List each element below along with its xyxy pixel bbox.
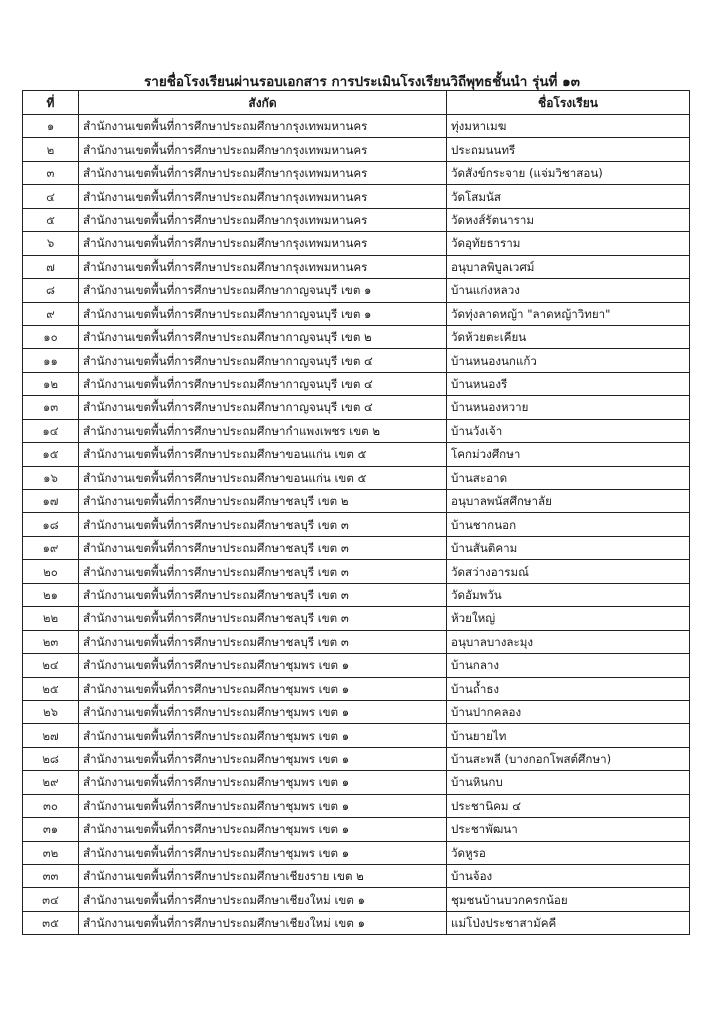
row-number: ๑๐ xyxy=(23,325,79,348)
header-school-name: ชื่อโรงเรียน xyxy=(447,91,690,115)
row-school-name: บ้านถ้ำธง xyxy=(447,677,690,700)
table-row xyxy=(23,419,690,442)
table-row xyxy=(23,232,690,255)
table-row xyxy=(23,630,690,653)
row-school-name: ประถมนนทรี xyxy=(447,138,690,161)
row-affiliation: สำนักงานเขตพื้นที่การศึกษาประถมศึกษากรุงเทพมหานคร xyxy=(79,208,447,231)
table-row xyxy=(23,771,690,794)
row-number: ๓๑ xyxy=(23,818,79,841)
table-row xyxy=(23,654,690,677)
row-school-name: อนุบาลบางละมุง xyxy=(447,630,690,653)
row-number: ๒๗ xyxy=(23,724,79,747)
row-number: ๗ xyxy=(23,255,79,278)
row-number: ๒๒ xyxy=(23,607,79,630)
table-row xyxy=(23,161,690,184)
row-affiliation: สำนักงานเขตพื้นที่การศึกษาประถมศึกษาเชียงใหม่ เขต ๑ xyxy=(79,888,447,911)
row-number: ๑๙ xyxy=(23,536,79,559)
table-row xyxy=(23,865,690,888)
row-number: ๕ xyxy=(23,208,79,231)
row-number: ๒๖ xyxy=(23,700,79,723)
row-affiliation: สำนักงานเขตพื้นที่การศึกษาประถมศึกษาชลบุรี เขต ๓ xyxy=(79,560,447,583)
table-row xyxy=(23,583,690,606)
row-affiliation: สำนักงานเขตพื้นที่การศึกษาประถมศึกษากรุงเทพมหานคร xyxy=(79,255,447,278)
row-school-name: วัดหูรอ xyxy=(447,841,690,864)
row-number: ๑๔ xyxy=(23,419,79,442)
table-row xyxy=(23,841,690,864)
row-affiliation: สำนักงานเขตพื้นที่การศึกษาประถมศึกษาเชียงใหม่ เขต ๑ xyxy=(79,911,447,934)
row-affiliation: สำนักงานเขตพื้นที่การศึกษาประถมศึกษาชุมพร เขต ๑ xyxy=(79,771,447,794)
row-affiliation: สำนักงานเขตพื้นที่การศึกษาประถมศึกษาชลบุรี เขต ๓ xyxy=(79,607,447,630)
row-number: ๑๗ xyxy=(23,490,79,513)
row-school-name: บ้านชากนอก xyxy=(447,513,690,536)
document-title: รายชื่อโรงเรียนผ่านรอบเอกสาร การประเมินโรงเรียนวิถีพุทธชั้นนำ รุ่นที่ ๑๓ xyxy=(144,74,580,90)
row-affiliation: สำนักงานเขตพื้นที่การศึกษาประถมศึกษากาญจนบุรี เขต ๒ xyxy=(79,325,447,348)
row-affiliation: สำนักงานเขตพื้นที่การศึกษาประถมศึกษาเชียงราย เขต ๒ xyxy=(79,865,447,888)
row-affiliation: สำนักงานเขตพื้นที่การศึกษาประถมศึกษากาญจนบุรี เขต ๔ xyxy=(79,396,447,419)
row-number: ๒๕ xyxy=(23,677,79,700)
row-school-name: ทุ่งมหาเมฆ xyxy=(447,115,690,138)
row-affiliation: สำนักงานเขตพื้นที่การศึกษาประถมศึกษาขอนแก่น เขต ๕ xyxy=(79,466,447,489)
row-number: ๓๕ xyxy=(23,911,79,934)
row-school-name: วัดหงส์รัตนาราม xyxy=(447,208,690,231)
row-school-name: บ้านปากคลอง xyxy=(447,700,690,723)
school-list-table xyxy=(22,90,690,935)
table-row xyxy=(23,302,690,325)
row-affiliation: สำนักงานเขตพื้นที่การศึกษาประถมศึกษาชลบุรี เขต ๓ xyxy=(79,630,447,653)
row-number: ๖ xyxy=(23,232,79,255)
row-number: ๙ xyxy=(23,302,79,325)
row-school-name: วัดโสมนัส xyxy=(447,185,690,208)
row-affiliation: สำนักงานเขตพื้นที่การศึกษาประถมศึกษากาญจนบุรี เขต ๔ xyxy=(79,372,447,395)
row-affiliation: สำนักงานเขตพื้นที่การศึกษาประถมศึกษาชลบุรี เขต ๓ xyxy=(79,583,447,606)
row-affiliation: สำนักงานเขตพื้นที่การศึกษาประถมศึกษากรุงเทพมหานคร xyxy=(79,185,447,208)
row-affiliation: สำนักงานเขตพื้นที่การศึกษาประถมศึกษากรุงเทพมหานคร xyxy=(79,232,447,255)
row-number: ๑๕ xyxy=(23,443,79,466)
row-number: ๓๐ xyxy=(23,794,79,817)
row-number: ๒ xyxy=(23,138,79,161)
row-number: ๑๓ xyxy=(23,396,79,419)
row-school-name: บ้านจ้อง xyxy=(447,865,690,888)
row-affiliation: สำนักงานเขตพื้นที่การศึกษาประถมศึกษากำแพงเพชร เขต ๒ xyxy=(79,419,447,442)
table-row xyxy=(23,724,690,747)
row-school-name: บ้านวังเจ้า xyxy=(447,419,690,442)
row-number: ๓๔ xyxy=(23,888,79,911)
table-row xyxy=(23,325,690,348)
table-row xyxy=(23,138,690,161)
row-affiliation: สำนักงานเขตพื้นที่การศึกษาประถมศึกษากรุงเทพมหานคร xyxy=(79,138,447,161)
row-school-name: บ้านแก่งหลวง xyxy=(447,279,690,302)
row-affiliation: สำนักงานเขตพื้นที่การศึกษาประถมศึกษาชลบุรี เขต ๓ xyxy=(79,536,447,559)
row-school-name: อนุบาลพนัสศึกษาลัย xyxy=(447,490,690,513)
row-affiliation: สำนักงานเขตพื้นที่การศึกษาประถมศึกษาขอนแก่น เขต ๕ xyxy=(79,443,447,466)
table-row xyxy=(23,372,690,395)
table-row xyxy=(23,279,690,302)
row-school-name: บ้านสะอาด xyxy=(447,466,690,489)
row-affiliation: สำนักงานเขตพื้นที่การศึกษาประถมศึกษาชุมพร เขต ๑ xyxy=(79,654,447,677)
row-affiliation: สำนักงานเขตพื้นที่การศึกษาประถมศึกษาชลบุรี เขต ๒ xyxy=(79,490,447,513)
table-row xyxy=(23,443,690,466)
table-row xyxy=(23,818,690,841)
table-row xyxy=(23,396,690,419)
table-row xyxy=(23,255,690,278)
row-number: ๑๑ xyxy=(23,349,79,372)
row-school-name: แม่โป่งประชาสามัคคี xyxy=(447,911,690,934)
table-row xyxy=(23,513,690,536)
row-number: ๔ xyxy=(23,185,79,208)
row-school-name: วัดอุทัยธาราม xyxy=(447,232,690,255)
row-school-name: ประชาพัฒนา xyxy=(447,818,690,841)
row-affiliation: สำนักงานเขตพื้นที่การศึกษาประถมศึกษากาญจนบุรี เขต ๑ xyxy=(79,302,447,325)
row-affiliation: สำนักงานเขตพื้นที่การศึกษาประถมศึกษาชลบุรี เขต ๓ xyxy=(79,513,447,536)
row-school-name: ชุมชนบ้านบวกครกน้อย xyxy=(447,888,690,911)
row-school-name: วัดสว่างอารมณ์ xyxy=(447,560,690,583)
row-affiliation: สำนักงานเขตพื้นที่การศึกษาประถมศึกษาชุมพร เขต ๑ xyxy=(79,818,447,841)
table-row xyxy=(23,466,690,489)
table-row xyxy=(23,490,690,513)
row-number: ๒๔ xyxy=(23,654,79,677)
table-row xyxy=(23,349,690,372)
table-row xyxy=(23,185,690,208)
row-number: ๑๒ xyxy=(23,372,79,395)
row-number: ๑๘ xyxy=(23,513,79,536)
row-affiliation: สำนักงานเขตพื้นที่การศึกษาประถมศึกษาชุมพร เขต ๑ xyxy=(79,724,447,747)
row-affiliation: สำนักงานเขตพื้นที่การศึกษาประถมศึกษากาญจนบุรี เขต ๑ xyxy=(79,279,447,302)
table-row xyxy=(23,607,690,630)
table-row xyxy=(23,794,690,817)
row-number: ๓ xyxy=(23,161,79,184)
row-school-name: บ้านยายไท xyxy=(447,724,690,747)
table-row xyxy=(23,115,690,138)
table-row xyxy=(23,700,690,723)
row-school-name: ห้วยใหญ่ xyxy=(447,607,690,630)
row-school-name: บ้านสันติคาม xyxy=(447,536,690,559)
row-number: ๒๐ xyxy=(23,560,79,583)
row-school-name: วัดอัมพวัน xyxy=(447,583,690,606)
row-school-name: บ้านหนองหวาย xyxy=(447,396,690,419)
table-row xyxy=(23,888,690,911)
row-number: ๑ xyxy=(23,115,79,138)
row-school-name: บ้านกลาง xyxy=(447,654,690,677)
row-school-name: บ้านหินกบ xyxy=(447,771,690,794)
table-header-row xyxy=(23,91,690,115)
row-number: ๑๖ xyxy=(23,466,79,489)
row-number: ๒๑ xyxy=(23,583,79,606)
table-body xyxy=(23,115,690,935)
table-row xyxy=(23,747,690,770)
row-number: ๒๓ xyxy=(23,630,79,653)
row-affiliation: สำนักงานเขตพื้นที่การศึกษาประถมศึกษากรุงเทพมหานคร xyxy=(79,115,447,138)
row-affiliation: สำนักงานเขตพื้นที่การศึกษาประถมศึกษากรุงเทพมหานคร xyxy=(79,161,447,184)
row-school-name: วัดห้วยตะเคียน xyxy=(447,325,690,348)
row-number: ๓๒ xyxy=(23,841,79,864)
row-school-name: ประชานิคม ๔ xyxy=(447,794,690,817)
row-affiliation: สำนักงานเขตพื้นที่การศึกษาประถมศึกษาชุมพร เขต ๑ xyxy=(79,747,447,770)
row-school-name: อนุบาลพิบูลเวศม์ xyxy=(447,255,690,278)
row-school-name: วัดทุ่งลาดหญ้า "ลาดหญ้าวิทยา" xyxy=(447,302,690,325)
header-number: ที่ xyxy=(23,91,79,115)
row-number: ๒๙ xyxy=(23,771,79,794)
table-row xyxy=(23,560,690,583)
row-number: ๓๓ xyxy=(23,865,79,888)
row-affiliation: สำนักงานเขตพื้นที่การศึกษาประถมศึกษาชุมพร เขต ๑ xyxy=(79,841,447,864)
table-row xyxy=(23,911,690,934)
row-school-name: วัดสังข์กระจาย (แจ่มวิชาสอน) xyxy=(447,161,690,184)
row-school-name: โคกม่วงศึกษา xyxy=(447,443,690,466)
row-affiliation: สำนักงานเขตพื้นที่การศึกษาประถมศึกษาชุมพร เขต ๑ xyxy=(79,700,447,723)
row-affiliation: สำนักงานเขตพื้นที่การศึกษาประถมศึกษาชุมพร เขต ๑ xyxy=(79,794,447,817)
row-school-name: บ้านหนองนกแก้ว xyxy=(447,349,690,372)
table-row xyxy=(23,677,690,700)
row-school-name: บ้านสะพลี (บางกอกโพสต์ศึกษา) xyxy=(447,747,690,770)
table-row xyxy=(23,208,690,231)
row-affiliation: สำนักงานเขตพื้นที่การศึกษาประถมศึกษาชุมพร เขต ๑ xyxy=(79,677,447,700)
header-affiliation: สังกัด xyxy=(79,91,447,115)
row-affiliation: สำนักงานเขตพื้นที่การศึกษาประถมศึกษากาญจนบุรี เขต ๔ xyxy=(79,349,447,372)
table-row xyxy=(23,536,690,559)
row-number: ๘ xyxy=(23,279,79,302)
row-number: ๒๘ xyxy=(23,747,79,770)
row-school-name: บ้านหนองรี xyxy=(447,372,690,395)
